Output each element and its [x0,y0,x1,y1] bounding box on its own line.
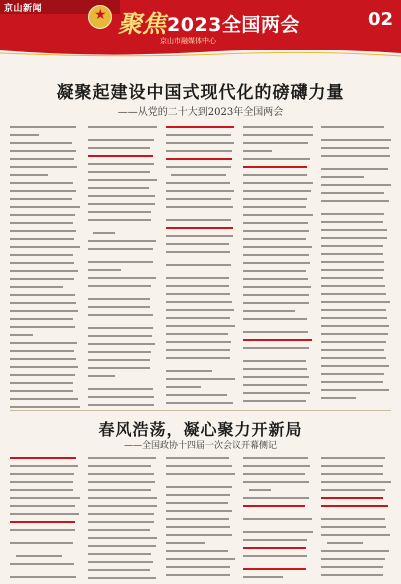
text-line [88,489,158,495]
text-line [243,158,313,164]
text-line [88,513,158,519]
text-line [321,253,391,259]
text-line [10,294,80,300]
paper-name: 京山新闻 [4,4,43,14]
text-line [321,542,391,548]
banner-subtitle: 京山市融媒体中心 [160,37,216,45]
text-line [166,574,236,580]
text-line [10,158,80,164]
text-line [10,318,80,324]
article-body-columns [10,124,391,409]
text-line [321,373,391,379]
text-line [166,142,236,148]
text-line [88,187,158,193]
page-number: 02 [367,9,393,30]
text-line [10,142,80,148]
text-line [243,318,313,324]
text-line [166,518,236,524]
text-line [88,404,158,409]
text-line [243,190,313,196]
text-line [243,238,313,244]
text-line [88,285,158,291]
text-line [166,457,236,463]
text-line [88,359,158,365]
text-line [10,222,80,228]
text-line [243,270,313,276]
text-line [243,457,313,463]
text-line [243,142,313,148]
text-line [88,211,158,217]
text-line [10,350,80,356]
text-line [88,545,158,551]
text-column [321,455,391,580]
text-column [88,455,158,580]
section-divider [10,410,391,411]
text-line [243,286,313,292]
text-line [88,219,158,225]
text-line [321,489,391,495]
text-line [243,392,313,398]
text-line [10,366,80,372]
text-line [10,398,80,404]
text-line [243,150,313,156]
text-line [243,347,313,353]
text-line [243,294,313,300]
text-line [166,558,236,564]
text-line [243,489,313,495]
text-line [88,396,158,402]
text-line [321,526,391,532]
text-line [10,334,80,340]
text-line [88,465,158,471]
text-line [88,314,158,320]
text-line [88,179,158,185]
text-line [321,341,391,347]
text-line [243,568,313,574]
text-line [321,192,391,198]
text-line [166,264,236,270]
text-line [321,147,391,153]
text-column [166,455,236,580]
text-line [321,534,391,540]
text-line [88,139,158,145]
text-line [166,349,236,355]
text-line [243,182,313,188]
text-line [243,310,313,316]
banner-title: 2023全国两会 [167,14,300,36]
text-line [10,505,80,511]
text-line [166,301,236,307]
text-line [88,561,158,567]
text-line [321,317,391,323]
text-column [166,124,236,409]
text-line [10,542,80,548]
text-line [88,298,158,304]
text-line [243,302,313,308]
text-line [88,343,158,349]
text-line [243,368,313,374]
text-line [321,465,391,471]
text-line [88,163,158,169]
text-line [10,481,80,487]
text-line [243,126,313,132]
text-line [166,486,236,492]
text-line [321,293,391,299]
text-line [166,325,236,331]
masthead-banner [0,0,401,50]
text-line [243,360,313,366]
text-line [10,246,80,252]
text-line [321,349,391,355]
text-line [166,219,236,225]
text-line [166,150,236,156]
text-line [166,510,236,516]
text-line [166,243,236,249]
article-headline: 凝聚起建设中国式现代化的磅礴力量 [56,83,345,103]
text-line [166,494,236,500]
text-line [243,518,313,524]
text-line [10,238,80,244]
text-line [10,555,80,561]
text-line [166,309,236,315]
text-line [321,184,391,190]
text-line [166,526,236,532]
text-line [166,166,236,172]
text-line [243,547,313,553]
banner-calligraphy: 聚焦 [118,9,166,38]
text-line [88,553,158,559]
text-line [166,378,236,384]
text-line [321,473,391,479]
text-line [321,497,391,503]
text-line [243,254,313,260]
text-column [243,455,313,580]
text-line [166,317,236,323]
text-line [88,155,158,161]
text-line [10,190,80,196]
text-line [88,195,158,201]
text-line [243,400,313,406]
text-line [88,529,158,535]
text-line [88,171,158,177]
text-line [10,489,80,495]
text-line [243,555,313,561]
text-line [166,206,236,212]
text-line [10,206,80,212]
text-line [321,285,391,291]
text-line [243,246,313,252]
text-line [243,481,313,487]
text-line [166,550,236,556]
text-line [321,168,391,174]
text-line [10,214,80,220]
text-line [10,262,80,268]
text-line [321,269,391,275]
text-column [243,124,313,409]
text-line [321,389,391,395]
text-line [88,388,158,394]
text-line [10,166,80,172]
text-line [166,190,236,196]
text-line [321,213,391,219]
text-line [243,174,313,180]
text-line [243,531,313,537]
text-line [166,293,236,299]
text-line [10,473,80,479]
text-line [321,518,391,524]
text-line [10,230,80,236]
text-line [166,277,236,283]
text-line [166,285,236,291]
text-line [10,310,80,316]
text-line [10,382,80,388]
text-line [10,198,80,204]
text-line [88,248,158,254]
text-line [243,198,313,204]
text-line [88,505,158,511]
second-article-subheadline: ——全国政协十四届一次会议开幕侧记 [123,441,277,451]
text-line [166,235,236,241]
text-line [243,230,313,236]
text-line [88,537,158,543]
text-line [10,182,80,188]
text-line [321,229,391,235]
text-line [10,134,80,140]
text-line [321,505,391,511]
text-line [166,534,236,540]
text-line [321,550,391,556]
text-line [321,245,391,251]
text-line [88,269,158,275]
text-line [166,386,236,392]
text-line [88,232,158,238]
text-line [166,473,236,479]
text-line [88,147,158,153]
text-line [10,576,80,580]
text-line [166,158,236,164]
text-line [88,240,158,246]
text-column [10,455,80,580]
text-line [321,237,391,243]
text-line [321,365,391,371]
national-emblem-icon [88,5,112,29]
text-line [10,457,80,463]
text-line [321,176,391,182]
text-line [166,542,236,548]
text-line [243,134,313,140]
text-line [243,465,313,471]
text-line [88,277,158,283]
text-line [10,563,80,569]
text-line [10,529,80,535]
text-line [10,150,80,156]
text-line [88,306,158,312]
text-line [243,331,313,337]
text-line [321,139,391,145]
text-line [88,261,158,267]
text-line [243,505,313,511]
text-line [243,214,313,220]
article-subheadline: ——从党的二十大到2023年全国两会 [117,107,284,118]
text-line [88,335,158,341]
text-line [166,251,236,257]
text-line [166,227,236,233]
text-line [10,465,80,471]
text-line [88,351,158,357]
text-line [88,367,158,373]
text-line [88,497,158,503]
text-line [166,566,236,572]
text-line [321,155,391,161]
text-line [88,569,158,575]
text-line [88,577,158,580]
text-line [243,166,313,172]
text-line [321,325,391,331]
text-line [88,457,158,463]
text-line [321,558,391,564]
text-line [243,376,313,382]
text-line [166,402,236,408]
text-line [243,339,313,345]
text-line [321,200,391,206]
text-line [10,374,80,380]
text-line [88,126,158,132]
second-article-body-columns [10,455,391,580]
text-line [10,497,80,503]
text-line [321,309,391,315]
text-line [10,302,80,308]
text-line [10,278,80,284]
text-line [88,481,158,487]
text-line [10,513,80,519]
text-line [321,126,391,132]
text-line [10,270,80,276]
text-column [10,124,80,409]
text-line [166,198,236,204]
text-line [321,357,391,363]
text-line [321,566,391,572]
text-line [321,574,391,580]
text-line [243,206,313,212]
text-line [321,397,391,403]
text-line [10,358,80,364]
text-line [321,277,391,283]
text-line [243,222,313,228]
text-line [10,326,80,332]
text-line [10,406,80,409]
text-line [10,390,80,396]
banner-wave-decoration [0,48,401,58]
text-line [166,134,236,140]
text-line [166,370,236,376]
text-line [88,203,158,209]
text-line [243,384,313,390]
text-line [10,126,80,132]
text-line [166,394,236,400]
text-line [321,457,391,463]
text-line [88,327,158,333]
text-line [321,261,391,267]
text-line [243,539,313,545]
text-line [10,286,80,292]
text-line [88,473,158,479]
text-column [88,124,158,409]
text-line [321,221,391,227]
text-line [243,576,313,580]
text-line [166,174,236,180]
text-line [10,254,80,260]
text-line [166,465,236,471]
text-line [166,333,236,339]
text-line [166,357,236,363]
text-line [243,497,313,503]
text-line [88,375,158,381]
text-line [243,262,313,268]
text-line [243,473,313,479]
text-line [166,502,236,508]
text-line [166,182,236,188]
second-article-headline: 春风浩荡，凝心聚力开新局 [98,420,303,439]
text-line [166,126,236,132]
text-line [10,174,80,180]
text-line [88,521,158,527]
text-line [10,521,80,527]
text-line [166,341,236,347]
text-column [321,124,391,409]
text-line [10,342,80,348]
text-line [321,381,391,387]
text-line [243,278,313,284]
text-line [321,481,391,487]
text-line [321,301,391,307]
text-line [321,333,391,339]
